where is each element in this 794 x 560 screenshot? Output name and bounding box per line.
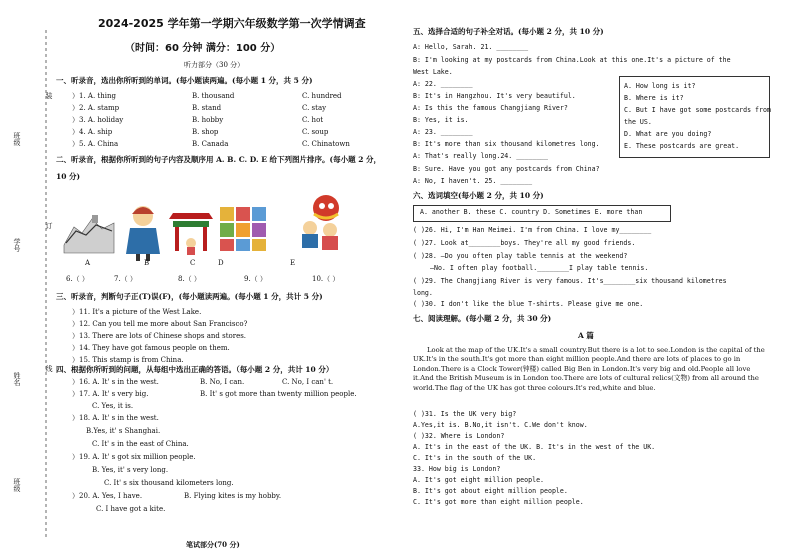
picture-letter-e: E <box>290 259 296 267</box>
s6-heading: 六、选词填空(每小题 2 分，共 10 分) <box>413 191 544 200</box>
side-label-number: 学号 <box>13 238 21 252</box>
picture-dragon-dance <box>296 192 348 252</box>
option-a: A. How long is it? <box>624 82 696 90</box>
s5-line-1: A: Hello, Sarah. 21. ________ <box>413 43 529 51</box>
listening-heading: 听力部分（30 分） <box>184 61 245 69</box>
answer-blank-10[interactable]: 10.（ ） <box>312 275 340 283</box>
s3-item-15: ）15. This stamp is from China. <box>72 356 184 364</box>
answer-blank-7[interactable]: 7.（ ） <box>114 275 137 283</box>
s7-q33: 33. How big is London? <box>413 465 501 473</box>
s4-q16-a: ）16. A. It' s in the west. <box>72 378 159 386</box>
s7-q33-c: C. It's got more than eight million people. <box>413 498 584 506</box>
s1-q4-c: C. soup <box>302 128 329 136</box>
s5-line-10: A: That's really long.24. ________ <box>413 152 548 160</box>
s7-q31: ( )31. Is the UK very big? <box>413 410 517 418</box>
s4-q18-b: B.Yes, it' s Shanghai. <box>86 427 161 435</box>
picture-letter-d: D <box>218 259 224 267</box>
s5-line-2: B: I'm looking at my postcards from China.Look at this one.It's a picture of the <box>413 56 731 64</box>
seal-mark-2: 订 <box>45 222 53 229</box>
s7-q32-ab: A. It's in the east of the UK. B. It's in the west of the UK. <box>413 443 656 451</box>
s4-q19-b: B. Yes, it' s very long. <box>92 466 169 474</box>
picture-stamps <box>218 205 268 253</box>
s5-heading: 五、选择合适的句子补全对话。(每小题 2 分，共 10 分) <box>413 27 604 36</box>
answer-blank-8[interactable]: 8.（ ） <box>178 275 201 283</box>
s6-word-list: A. another B. these C. country D. Sometimes E. more than <box>420 208 643 216</box>
s2-heading: 二、听录音，根据你所听到的句子内容及顺序用 A. B. C. D. E 给下列图片排序。(每小题 2 分， <box>56 155 382 164</box>
s7-q31-options: A.Yes,it is. B.No,it isn't. C.We don't know. <box>413 421 588 429</box>
s4-q18-c: C. It' s in the east of China. <box>92 440 189 448</box>
s1-q5-c: C. Chinatown <box>302 140 350 148</box>
seal-mark-3: 线 <box>45 365 53 372</box>
s5-line-3: West Lake. <box>413 68 453 76</box>
s1-q5-b: B. Canada <box>192 140 229 148</box>
picture-chinatown-gate <box>165 205 217 257</box>
picture-great-wall <box>62 205 117 255</box>
s5-line-8: A: 23. ________ <box>413 128 473 136</box>
answer-blank-9[interactable]: 9.（ ） <box>244 275 267 283</box>
s7-q33-b: B. It's got about eight million people. <box>413 487 568 495</box>
s4-q16-c: C. No, I can' t. <box>282 378 334 386</box>
s1-q3-c: C. hot <box>302 116 324 124</box>
side-label-grade: 班级 <box>13 478 21 492</box>
s1-q1-c: C. hundred <box>302 92 342 100</box>
s1-q4-a: ）4. A. ship <box>72 128 113 136</box>
s6-q26: ( )26. Hi, I'm Han Meimei. I'm from China. I love my________ <box>413 226 652 234</box>
s3-item-14: ）14. They have got famous people on them. <box>72 344 230 352</box>
cut-line <box>40 30 52 540</box>
s6-q28-reply: —No. I often play football.________I play table tennis. <box>430 264 649 272</box>
s1-q2-a: ）2. A. stamp <box>72 104 120 112</box>
s4-heading: 四、根据你所听到的问题，从每组中选出正确的答语。（每小题 2 分，共计 10 分） <box>56 365 334 374</box>
s4-q17-c: C. Yes, it is. <box>92 402 134 410</box>
s1-heading: 一、听录音，选出你所听到的单词。(每小题读两遍。(每小题 1 分，共 5 分) <box>56 76 313 85</box>
s1-q1-a: ）1. A. thing <box>72 92 116 100</box>
s4-q18-a: ）18. A. It' s in the west. <box>72 414 159 422</box>
picture-letter-c: C <box>190 259 196 267</box>
s6-q27: ( )27. Look at________boys. They're all my good friends. <box>413 239 636 247</box>
s1-q3-a: ）3. A. holiday <box>72 116 124 124</box>
picture-letter-a: A <box>85 259 91 267</box>
s5-line-9: B: It's more than six thousand kilometres long. <box>413 140 600 148</box>
s6-q29-cont: long. <box>413 289 433 297</box>
s2-heading-cont: 10 分) <box>56 172 81 181</box>
seal-mark-1: 装 <box>45 92 53 99</box>
s5-line-4: A: 22. ________ <box>413 80 473 88</box>
s3-item-12: ）12. Can you tell me more about San Francisco? <box>72 320 248 328</box>
s4-q17-a: ）17. A. It' s very big. <box>72 390 149 398</box>
s5-line-11: B: Sure. Have you got any postcards from China? <box>413 165 600 173</box>
s7-q33-a: A. It's got eight million people. <box>413 476 545 484</box>
side-label-name: 姓名 <box>13 372 21 386</box>
answer-blank-6[interactable]: 6.（ ） <box>66 275 89 283</box>
reading-passage: Look at the map of the UK.It's a small country.But there is a lot to see.London is the capital of the UK.It's in the south.It's got more than eight million people.And there are lots of places to go in London.There is a Clock Tower(钟楼) called Big Ben in London.It's very big and old.People all love it.And the British Museum is in London too.There are lots of cultural relics(文物) from all around the world.The flag of the UK has got three colours.It's red,white and blue. <box>413 346 765 392</box>
s5-line-6: A: Is this the famous Changjiang River? <box>413 104 568 112</box>
side-label-class: 班级 <box>13 132 21 146</box>
option-e: E. These postcards are great. <box>624 142 740 150</box>
s1-q2-c: C. stay <box>302 104 327 112</box>
s3-heading: 三、听录音，判断句子正(T)误(F)，(每小题读两遍。(每小题 1 分，共计 5 分) <box>56 292 323 301</box>
s1-q5-a: ）5. A. China <box>72 140 119 148</box>
s6-q28: ( )28. —Do you often play table tennis at the weekend? <box>413 252 628 260</box>
s6-q29: ( )29. The Changjiang River is very famous. It's________six thousand kilometres <box>413 277 727 285</box>
s7-q32-c: C. It's in the south of the UK. <box>413 454 537 462</box>
s5-line-7: B: Yes, it is. <box>413 116 469 124</box>
s4-q20-b: B. Flying kites is my hobby. <box>184 492 282 500</box>
s4-q20-c: C. I have got a kite. <box>96 505 166 513</box>
s4-q16-b: B. No, I can. <box>200 378 245 386</box>
s1-q2-b: B. stand <box>192 104 222 112</box>
s1-q1-b: B. thousand <box>192 92 235 100</box>
s3-item-13: ）13. There are lots of Chinese shops and stores. <box>72 332 247 340</box>
s6-q30: ( )30. I don't like the blue T-shirts. Please give me one. <box>413 300 644 308</box>
written-part-heading: 笔试部分(70 分) <box>186 540 240 549</box>
s3-item-11: ）11. It's a picture of the West Lake. <box>72 308 202 316</box>
s1-q4-b: B. shop <box>192 128 219 136</box>
page-subtitle: （时间：60 分钟 满分：100 分） <box>125 43 281 54</box>
page-title: 2024-2025 学年第一学期六年级数学第一次学情调查 <box>98 17 366 30</box>
option-c: C. But I have got some postcards from <box>624 106 771 114</box>
s4-q17-b: B. It' s got more than twenty million people. <box>200 390 357 398</box>
s5-line-12: A: No, I haven't. 25. ________ <box>413 177 533 185</box>
s7-section-a: A 篇 <box>578 331 594 340</box>
option-b: B. Where is it? <box>624 94 684 102</box>
s4-q19-c: C. It' s six thousand kilometers long. <box>104 479 234 487</box>
s5-line-5: B: It's in Hangzhou. It's very beautiful. <box>413 92 576 100</box>
s4-q19-a: ）19. A. It' s got six million people. <box>72 453 196 461</box>
s4-q20-a: ）20. A. Yes, I have. <box>72 492 143 500</box>
s7-heading: 七、阅读理解。(每小题 2 分，共 30 分) <box>413 314 552 323</box>
picture-girl <box>122 202 164 262</box>
option-c-cont: the US. <box>624 118 652 126</box>
option-d: D. What are you doing? <box>624 130 712 138</box>
s1-q3-b: B. hobby <box>192 116 224 124</box>
s7-q32: ( )32. Where is London? <box>413 432 505 440</box>
picture-letter-b: B <box>144 259 150 267</box>
